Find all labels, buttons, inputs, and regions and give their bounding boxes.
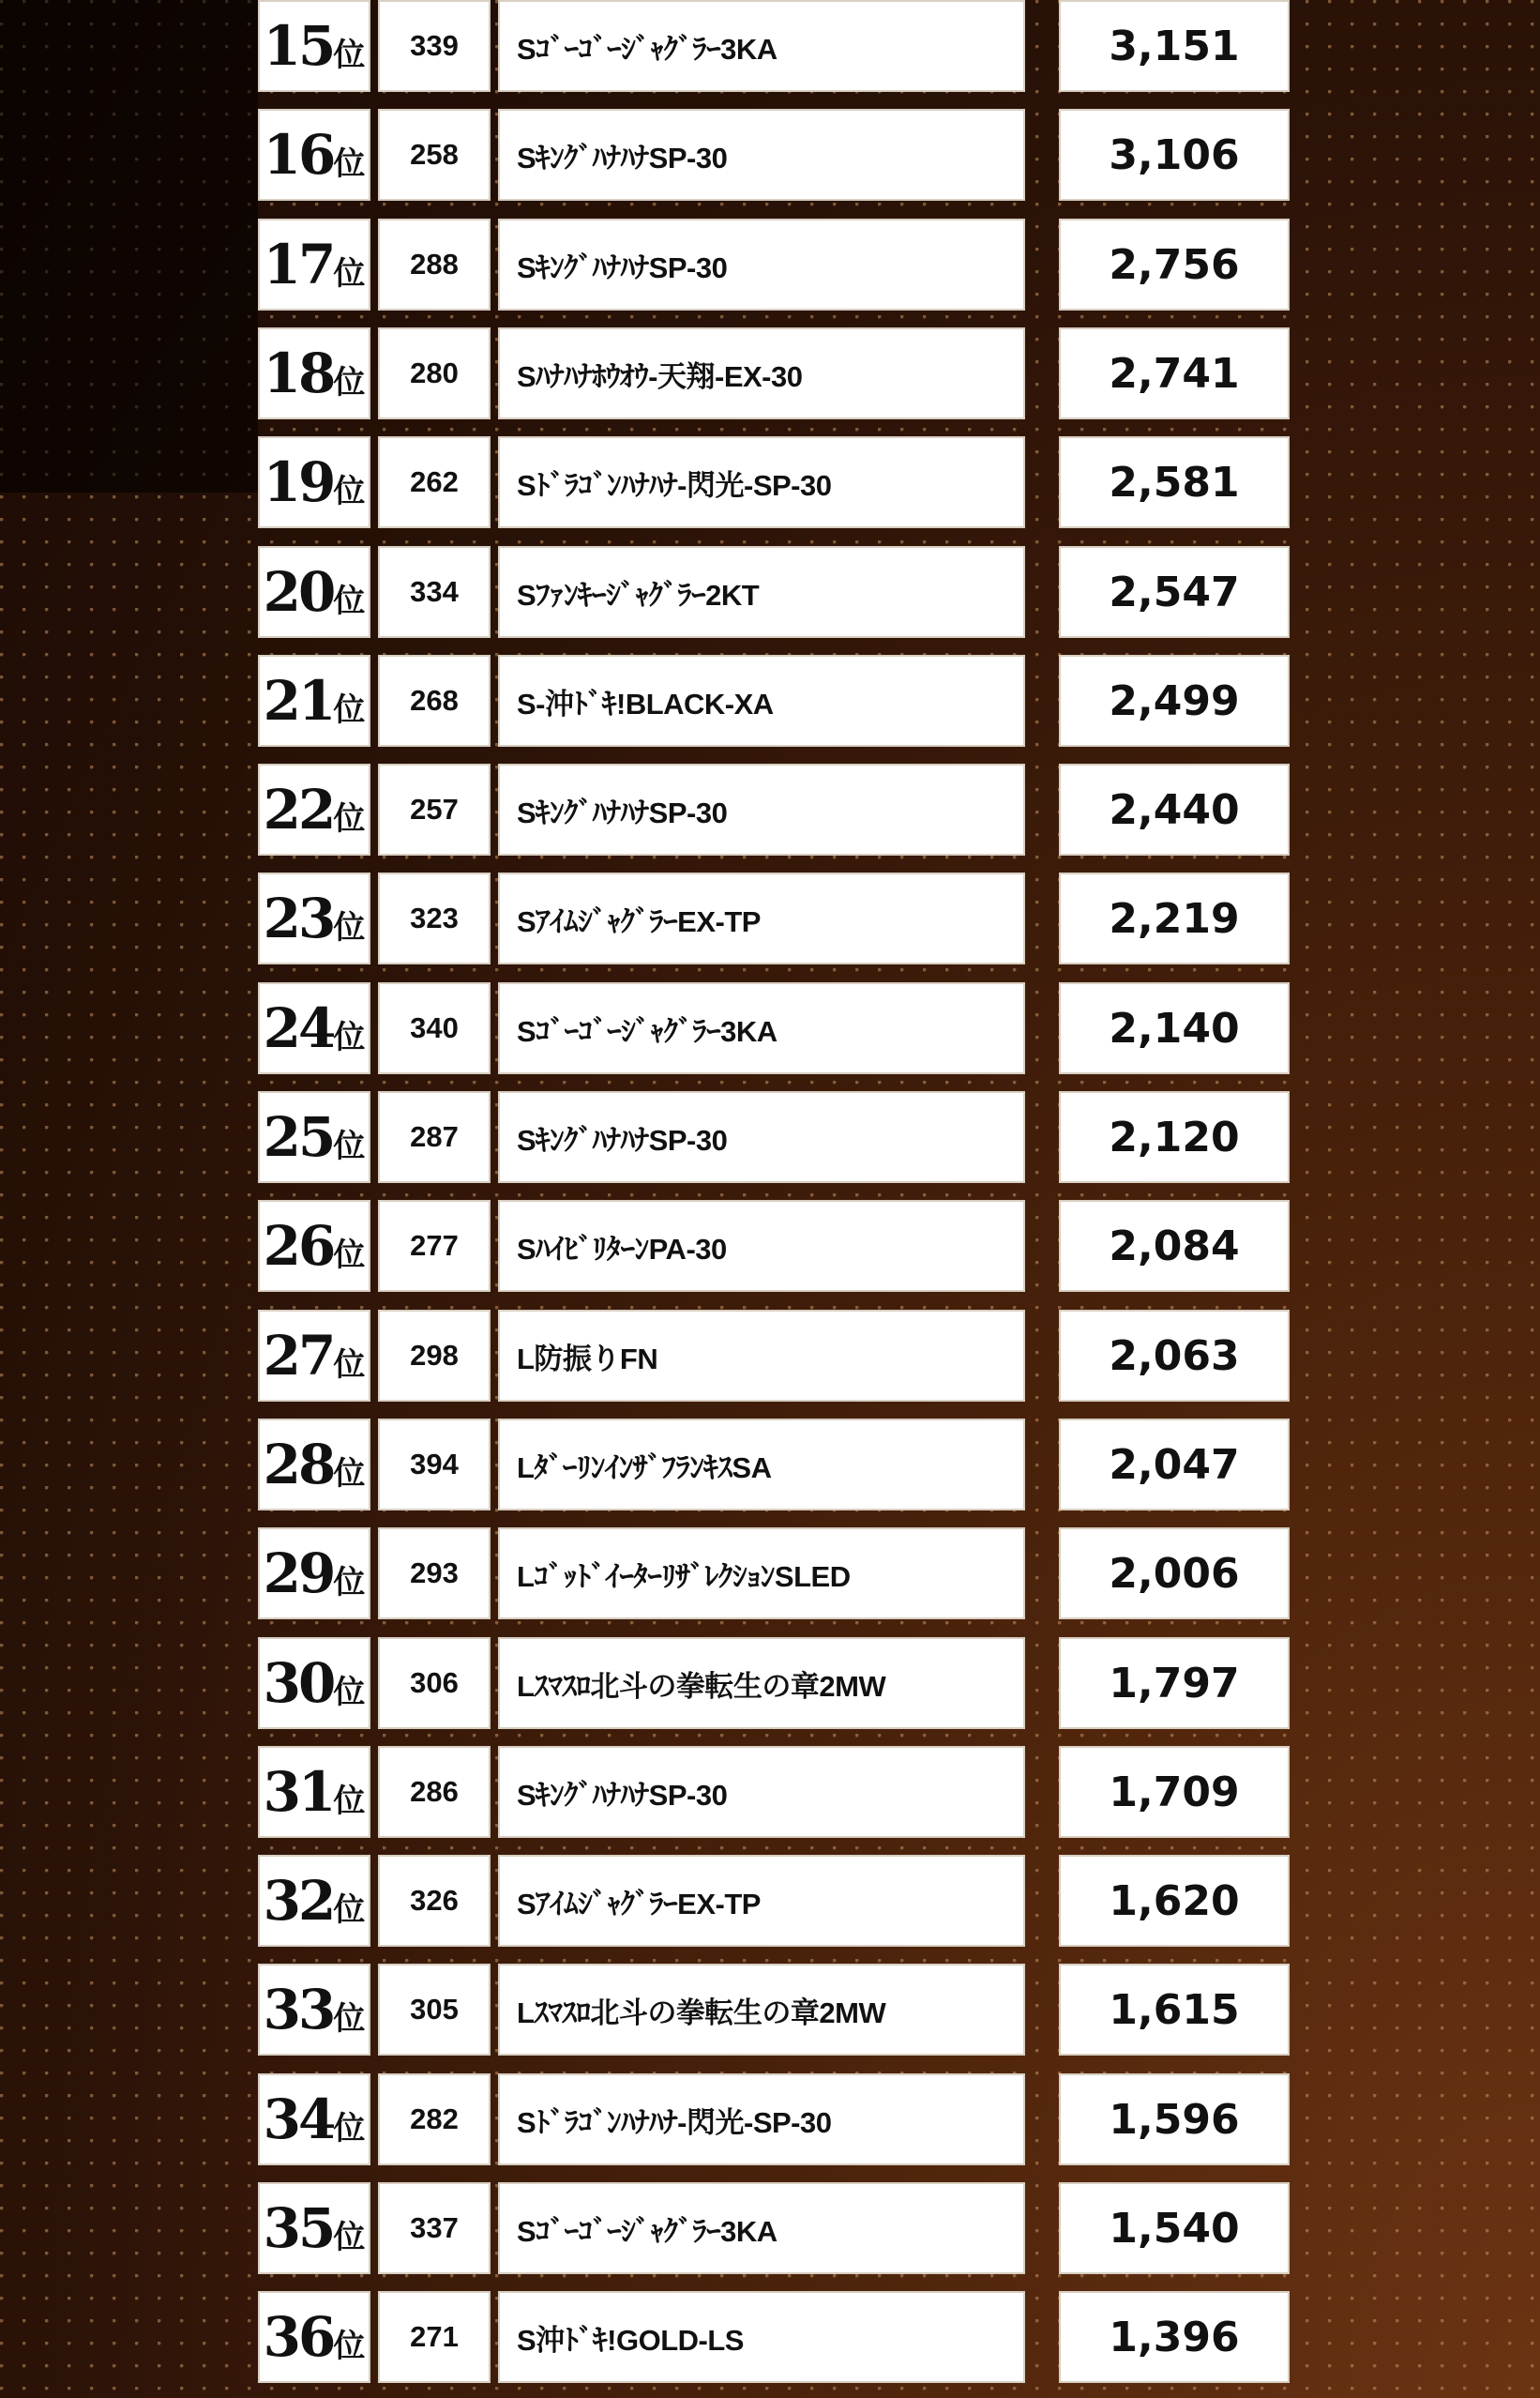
- rank-cell: [258, 1200, 370, 1292]
- machine-name-cell: [498, 1637, 1025, 1729]
- machine-number-cell: [378, 2182, 491, 2274]
- rank-suffix: 位: [333, 1346, 366, 1384]
- machine-number-cell: [378, 1964, 491, 2056]
- machine-name-cell: [498, 1855, 1025, 1947]
- rank-cell: [258, 1419, 370, 1510]
- rank-number: 30: [263, 1651, 334, 1715]
- difference-cell: [1059, 546, 1290, 638]
- machine-number: 262: [410, 465, 459, 498]
- ranking-row: [258, 1419, 1290, 1510]
- difference-value: 2,140: [1109, 1004, 1240, 1053]
- machine-number: 280: [410, 357, 459, 389]
- ranking-row: [258, 2291, 1290, 2383]
- machine-name-cell: [498, 764, 1025, 856]
- rank-suffix: 位: [333, 2328, 366, 2365]
- rank-cell: [258, 109, 370, 201]
- rank-number: 17: [263, 233, 334, 296]
- rank-cell: [258, 764, 370, 856]
- difference-value: 2,581: [1109, 458, 1240, 507]
- machine-name: Sﾌｧﾝｷｰｼﾞｬｸﾞﾗｰ2KT: [517, 578, 760, 612]
- machine-number-cell: [378, 327, 491, 419]
- ranking-row: [258, 109, 1290, 201]
- rank-number: 36: [263, 2305, 334, 2369]
- rank-number: 35: [263, 2196, 334, 2260]
- machine-number-cell: [378, 655, 491, 747]
- machine-number: 334: [410, 575, 459, 608]
- machine-name: Lｽﾏｽﾛ北斗の拳転生の章2MW: [517, 1996, 886, 2029]
- machine-name-cell: [498, 982, 1025, 1074]
- difference-cell: [1059, 1419, 1290, 1510]
- machine-name-cell: [498, 873, 1025, 964]
- difference-cell: [1059, 2182, 1290, 2274]
- machine-name: SｷﾝｸﾞﾊﾅﾊﾅSP-30: [517, 1123, 728, 1157]
- machine-name-cell: [498, 1527, 1025, 1619]
- rank-suffix: 位: [333, 800, 366, 838]
- difference-cell: [1059, 219, 1290, 311]
- machine-name-cell: [498, 219, 1025, 311]
- machine-number-cell: [378, 873, 491, 964]
- rank-cell: [258, 873, 370, 964]
- difference-cell: [1059, 982, 1290, 1074]
- difference-cell: [1059, 109, 1290, 201]
- rank-cell: [258, 1855, 370, 1947]
- ranking-row: [258, 1527, 1290, 1619]
- machine-name-cell: [498, 1091, 1025, 1183]
- rank-suffix: 位: [333, 145, 366, 183]
- rank-number: 32: [263, 1869, 334, 1933]
- machine-name-cell: [498, 2073, 1025, 2165]
- difference-value: 1,709: [1109, 1768, 1240, 1816]
- ranking-row: [258, 2182, 1290, 2274]
- rank-suffix: 位: [333, 37, 366, 74]
- ranking-row: [258, 0, 1290, 92]
- difference-value: 2,547: [1109, 568, 1240, 616]
- machine-number-cell: [378, 1527, 491, 1619]
- machine-name: SｱｲﾑｼﾞｬｸﾞﾗｰEX-TP: [517, 904, 761, 938]
- machine-number-cell: [378, 1855, 491, 1947]
- rank-cell: [258, 982, 370, 1074]
- difference-value: 1,615: [1109, 1985, 1240, 2034]
- rank-suffix: 位: [333, 1891, 366, 1929]
- difference-value: 2,741: [1109, 349, 1240, 398]
- machine-name: Lｽﾏｽﾛ北斗の拳転生の章2MW: [517, 1669, 886, 1703]
- ranking-row: [258, 1200, 1290, 1292]
- machine-number: 394: [410, 1448, 459, 1480]
- machine-name: SｷﾝｸﾞﾊﾅﾊﾅSP-30: [517, 1778, 728, 1812]
- machine-number: 257: [410, 793, 459, 826]
- machine-name: SｱｲﾑｼﾞｬｸﾞﾗｰEX-TP: [517, 1887, 761, 1920]
- ranking-row: [258, 982, 1290, 1074]
- difference-cell: [1059, 1855, 1290, 1947]
- machine-name-cell: [498, 2291, 1025, 2383]
- machine-name: SｷﾝｸﾞﾊﾅﾊﾅSP-30: [517, 141, 728, 175]
- machine-number-cell: [378, 1637, 491, 1729]
- ranking-row: [258, 2073, 1290, 2165]
- rank-suffix: 位: [333, 909, 366, 947]
- machine-number-cell: [378, 0, 491, 92]
- machine-name: S-沖ﾄﾞｷ!BLACK-XA: [517, 687, 774, 721]
- machine-number: 298: [410, 1339, 459, 1372]
- machine-number: 268: [410, 684, 459, 717]
- machine-number: 337: [410, 2211, 459, 2244]
- rank-cell: [258, 219, 370, 311]
- ranking-row: [258, 655, 1290, 747]
- rank-cell: [258, 2073, 370, 2165]
- machine-name: Sｺﾞｰｺﾞｰｼﾞｬｸﾞﾗｰ3KA: [517, 1014, 778, 1048]
- machine-number: 277: [410, 1229, 459, 1262]
- difference-value: 1,396: [1109, 2313, 1240, 2361]
- difference-value: 2,756: [1109, 240, 1240, 289]
- machine-name: Sｺﾞｰｺﾞｰｼﾞｬｸﾞﾗｰ3KA: [517, 2214, 778, 2248]
- machine-name: S沖ﾄﾞｷ!GOLD-LS: [517, 2323, 744, 2357]
- ranking-row: [258, 327, 1290, 419]
- difference-cell: [1059, 764, 1290, 856]
- machine-number-cell: [378, 436, 491, 528]
- ranking-row: [258, 1746, 1290, 1838]
- difference-value: 1,620: [1109, 1876, 1240, 1925]
- rank-cell: [258, 2291, 370, 2383]
- rank-number: 22: [263, 778, 334, 842]
- rank-suffix: 位: [333, 1019, 366, 1056]
- difference-cell: [1059, 1964, 1290, 2056]
- ranking-row: [258, 1964, 1290, 2056]
- machine-name-cell: [498, 436, 1025, 528]
- rank-cell: [258, 2182, 370, 2274]
- difference-cell: [1059, 1200, 1290, 1292]
- rank-number: 24: [263, 996, 334, 1060]
- machine-number-cell: [378, 1200, 491, 1292]
- difference-cell: [1059, 0, 1290, 92]
- rank-suffix: 位: [333, 2000, 366, 2038]
- machine-name-cell: [498, 546, 1025, 638]
- machine-number: 293: [410, 1556, 459, 1589]
- ranking-row: [258, 1855, 1290, 1947]
- machine-name-cell: [498, 1419, 1025, 1510]
- machine-number: 271: [410, 2320, 459, 2353]
- rank-number: 19: [263, 450, 334, 514]
- machine-name: LﾀﾞｰﾘﾝｲﾝｻﾞﾌﾗﾝｷｽSA: [517, 1450, 772, 1484]
- difference-value: 1,596: [1109, 2095, 1240, 2144]
- difference-cell: [1059, 327, 1290, 419]
- rank-number: 25: [263, 1105, 334, 1169]
- rank-suffix: 位: [333, 691, 366, 729]
- rank-suffix: 位: [333, 2110, 366, 2148]
- machine-name: Sﾊﾅﾊﾅﾎｳｵｳ-天翔-EX-30: [517, 359, 803, 393]
- difference-value: 3,151: [1109, 22, 1240, 70]
- rank-suffix: 位: [333, 473, 366, 510]
- difference-cell: [1059, 1527, 1290, 1619]
- ranking-row: [258, 1091, 1290, 1183]
- machine-number-cell: [378, 2073, 491, 2165]
- machine-name: Sﾄﾞﾗｺﾞﾝﾊﾅﾊﾅ-閃光-SP-30: [517, 2105, 832, 2139]
- rank-cell: [258, 327, 370, 419]
- difference-value: 2,084: [1109, 1222, 1240, 1270]
- machine-number: 339: [410, 29, 459, 62]
- ranking-row: [258, 436, 1290, 528]
- ranking-row: [258, 546, 1290, 638]
- machine-number: 323: [410, 902, 459, 934]
- rank-cell: [258, 0, 370, 92]
- machine-number-cell: [378, 1091, 491, 1183]
- machine-number: 326: [410, 1884, 459, 1917]
- ranking-row: [258, 1310, 1290, 1402]
- machine-number-cell: [378, 1746, 491, 1838]
- rank-cell: [258, 1637, 370, 1729]
- rank-number: 26: [263, 1214, 334, 1278]
- machine-name: Sｺﾞｰｺﾞｰｼﾞｬｸﾞﾗｰ3KA: [517, 32, 778, 66]
- machine-number: 282: [410, 2102, 459, 2135]
- rank-suffix: 位: [333, 364, 366, 402]
- machine-name-cell: [498, 655, 1025, 747]
- machine-number: 286: [410, 1775, 459, 1808]
- rank-cell: [258, 1746, 370, 1838]
- difference-value: 2,006: [1109, 1549, 1240, 1598]
- rank-suffix: 位: [333, 1128, 366, 1165]
- difference-value: 2,219: [1109, 894, 1240, 943]
- rank-cell: [258, 546, 370, 638]
- rank-number: 29: [263, 1541, 334, 1605]
- difference-value: 2,120: [1109, 1113, 1240, 1161]
- difference-cell: [1059, 1091, 1290, 1183]
- ranking-row: [258, 873, 1290, 964]
- machine-number-cell: [378, 219, 491, 311]
- rank-number: 18: [263, 341, 334, 405]
- machine-number: 340: [410, 1011, 459, 1044]
- rank-suffix: 位: [333, 1564, 366, 1601]
- rank-cell: [258, 436, 370, 528]
- machine-number-cell: [378, 982, 491, 1074]
- rank-cell: [258, 655, 370, 747]
- machine-number-cell: [378, 764, 491, 856]
- difference-cell: [1059, 2073, 1290, 2165]
- machine-number-cell: [378, 1310, 491, 1402]
- ranking-row: [258, 219, 1290, 311]
- difference-value: 2,440: [1109, 785, 1240, 834]
- machine-name: SｷﾝｸﾞﾊﾅﾊﾅSP-30: [517, 250, 728, 284]
- rank-suffix: 位: [333, 1455, 366, 1493]
- difference-value: 3,106: [1109, 130, 1240, 179]
- rank-number: 20: [263, 560, 334, 624]
- difference-cell: [1059, 655, 1290, 747]
- ranking-row: [258, 764, 1290, 856]
- difference-cell: [1059, 873, 1290, 964]
- difference-cell: [1059, 1310, 1290, 1402]
- machine-number-cell: [378, 109, 491, 201]
- rank-number: 15: [263, 14, 334, 78]
- machine-name: L防振りFN: [517, 1342, 658, 1375]
- difference-value: 2,047: [1109, 1440, 1240, 1489]
- rank-number: 23: [263, 887, 334, 950]
- machine-number-cell: [378, 1419, 491, 1510]
- rank-suffix: 位: [333, 2219, 366, 2256]
- rank-cell: [258, 1091, 370, 1183]
- rank-suffix: 位: [333, 1783, 366, 1820]
- rank-suffix: 位: [333, 583, 366, 620]
- background-dark-panel: [0, 0, 258, 493]
- difference-value: 1,540: [1109, 2204, 1240, 2253]
- rank-number: 31: [263, 1760, 334, 1824]
- machine-number: 305: [410, 1993, 459, 2026]
- rank-suffix: 位: [333, 1674, 366, 1711]
- machine-name-cell: [498, 1200, 1025, 1292]
- difference-value: 2,063: [1109, 1331, 1240, 1380]
- machine-number: 306: [410, 1666, 459, 1699]
- machine-name: Sﾄﾞﾗｺﾞﾝﾊﾅﾊﾅ-閃光-SP-30: [517, 468, 832, 502]
- machine-name-cell: [498, 109, 1025, 201]
- machine-name-cell: [498, 1746, 1025, 1838]
- rank-number: 34: [263, 2087, 334, 2151]
- difference-value: 1,797: [1109, 1659, 1240, 1707]
- rank-number: 33: [263, 1978, 334, 2041]
- difference-value: 2,499: [1109, 676, 1240, 725]
- difference-cell: [1059, 1746, 1290, 1838]
- machine-name: SｷﾝｸﾞﾊﾅﾊﾅSP-30: [517, 796, 728, 829]
- rank-cell: [258, 1527, 370, 1619]
- machine-name-cell: [498, 327, 1025, 419]
- difference-cell: [1059, 1637, 1290, 1729]
- rank-cell: [258, 1310, 370, 1402]
- machine-number-cell: [378, 2291, 491, 2383]
- machine-number: 288: [410, 248, 459, 281]
- machine-name: LｺﾞｯﾄﾞｲｰﾀｰﾘｻﾞﾚｸｼｮﾝSLED: [517, 1559, 851, 1593]
- rank-number: 21: [263, 669, 334, 733]
- machine-name-cell: [498, 1310, 1025, 1402]
- rank-number: 28: [263, 1433, 334, 1496]
- rank-cell: [258, 1964, 370, 2056]
- rank-number: 27: [263, 1324, 334, 1388]
- rank-number: 16: [263, 123, 334, 187]
- rank-suffix: 位: [333, 1237, 366, 1274]
- machine-name-cell: [498, 0, 1025, 92]
- machine-number: 287: [410, 1120, 459, 1153]
- difference-cell: [1059, 436, 1290, 528]
- rank-suffix: 位: [333, 255, 366, 293]
- machine-number-cell: [378, 546, 491, 638]
- machine-name-cell: [498, 2182, 1025, 2274]
- ranking-row: [258, 1637, 1290, 1729]
- machine-name: SﾊｲﾋﾞﾘﾀｰﾝPA-30: [517, 1232, 727, 1266]
- machine-number: 258: [410, 138, 459, 171]
- machine-name-cell: [498, 1964, 1025, 2056]
- difference-cell: [1059, 2291, 1290, 2383]
